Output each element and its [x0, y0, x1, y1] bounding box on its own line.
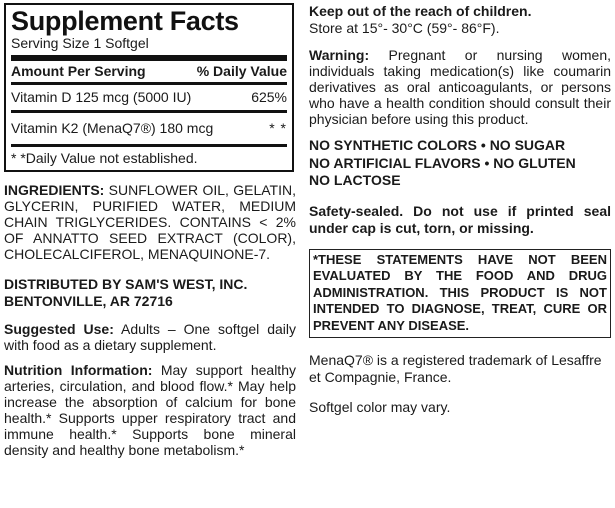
right-column [309, 3, 611, 416]
free-from-line-1: NO SYNTHETIC COLORS • NO SUGAR [309, 137, 566, 153]
left-column [4, 3, 296, 458]
softgel-color-notice: Softgel color may vary. [309, 399, 451, 415]
fda-disclaimer-box: *THESE STATEMENTS HAVE NOT BEEN EVALUATED BY THE FOOD AND DRUG ADMINISTRATION. THIS PRODUCT IS NOT INTENDED TO DIAGNOSE, TREAT, CURE OR PREVENT ANY DISEASE. [309, 249, 611, 339]
nutrient-name: Vitamin D 125 mcg (5000 IU) [11, 89, 192, 105]
nutrient-daily-value: * * [269, 120, 287, 136]
facts-row-vitamin-k2 [11, 113, 287, 147]
ingredients-text: SUNFLOWER OIL, GELATIN, GLYCERIN, PURIFIED WATER, MEDIUM CHAIN TRIGLYCERIDES. CONTAINS < 2% OF ANNATTO SEED EXTRACT (COLOR), CHOLECALCIFEROL, MENAQUINONE-7. [4, 182, 296, 262]
ingredients-label: INGREDIENTS: [4, 182, 105, 198]
free-from-line-2: NO ARTIFICIAL FLAVORS • NO GLUTEN [309, 154, 576, 171]
storage-temperature: Store at 15°- 30°C (59°- 86°F). [309, 20, 500, 36]
nutrition-info-label: Nutrition Information: [4, 362, 153, 378]
distributor-info [4, 276, 296, 310]
warning-label: Warning: [309, 47, 370, 63]
supplement-facts-title: Supplement Facts [11, 6, 239, 36]
suggested-use-paragraph [4, 321, 296, 353]
nutrition-info-paragraph [4, 362, 296, 458]
amount-per-serving-label: Amount Per Serving [11, 63, 146, 79]
supplement-facts-panel [4, 3, 294, 172]
free-from-line-3: NO LACTOSE [309, 172, 401, 188]
safety-seal-notice: Safety-sealed. Do not use if printed seal under cap is cut, torn, or missing. [309, 202, 611, 236]
nutrient-name: Vitamin K2 (MenaQ7®) 180 mcg [11, 120, 214, 136]
warning-paragraph [309, 47, 611, 127]
keep-out-of-reach: Keep out of the reach of children. [309, 3, 532, 19]
nutrient-daily-value: 625% [251, 89, 287, 105]
facts-header-row [11, 61, 287, 85]
storage-info [309, 3, 611, 37]
facts-row-vitamin-d [11, 85, 287, 113]
suggested-use-label: Suggested Use: [4, 321, 114, 337]
free-from-claims [309, 137, 611, 190]
trademark-notice: MenaQ7® is a registered trademark of Lesaffre et Compagnie, France. [309, 352, 602, 385]
distributor-line-1: DISTRIBUTED BY SAM'S WEST, INC. [4, 276, 248, 292]
ingredients-paragraph [4, 182, 296, 262]
daily-value-footnote: * *Daily Value not established. [11, 150, 198, 166]
nutrition-info-text: May support healthy arteries, circulation, and blood flow.* May help increase the absorption of calcium for bone health.* Supports upper respiratory tract and immune health.* Supports bone mineral density and healthy bone metabolism.* [4, 362, 296, 458]
daily-value-label: % Daily Value [196, 63, 287, 79]
serving-size: Serving Size 1 Softgel [11, 35, 287, 61]
warning-text: Pregnant or nursing women, individuals taking medication(s) like coumarin derivatives as oral anticoagulants, or persons who have a health condition should consult their physician before using this product. [309, 47, 611, 127]
distributor-line-2: BENTONVILLE, AR 72716 [4, 293, 173, 309]
suggested-use-text: Adults – One softgel daily with food as a dietary supplement. [4, 321, 296, 353]
